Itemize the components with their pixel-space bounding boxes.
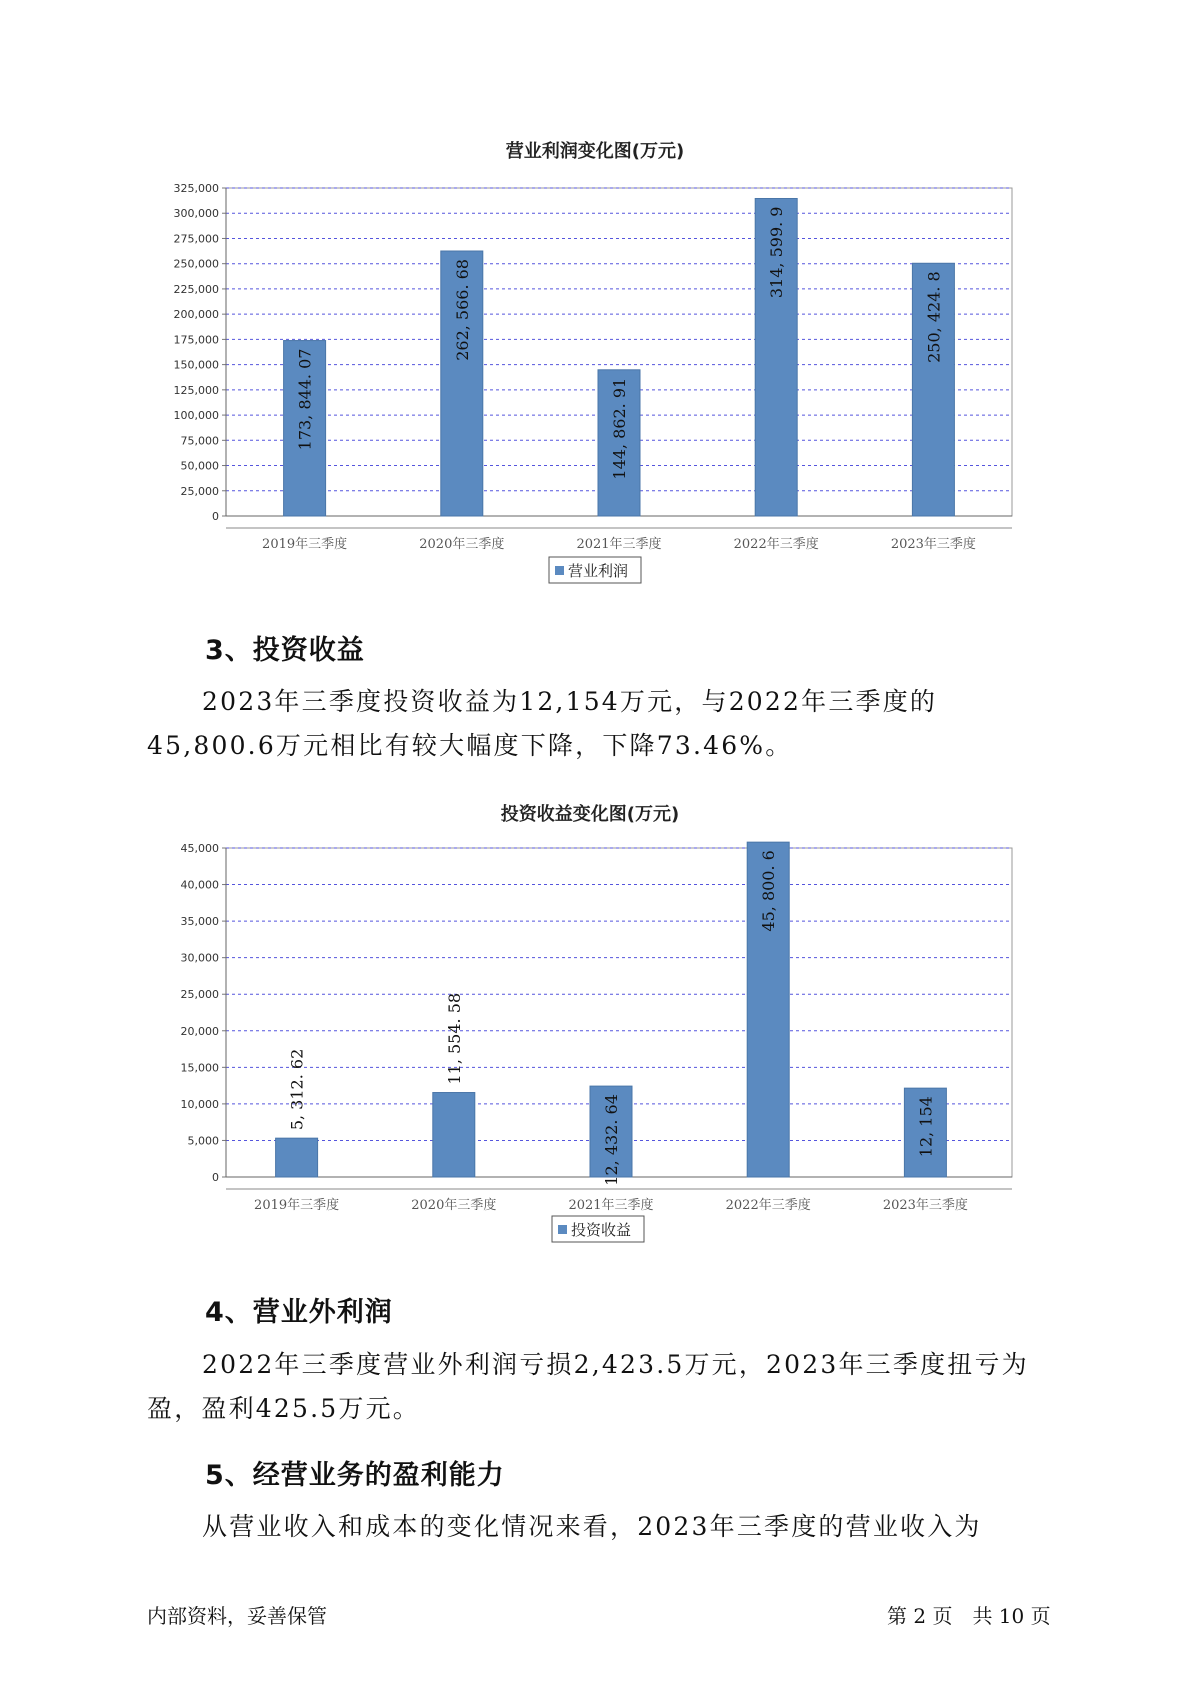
y-tick-label: 250,000 — [173, 257, 219, 271]
y-tick-label: 150,000 — [173, 358, 219, 372]
x-tick-label: 2023年三季度 — [890, 537, 976, 552]
x-tick-label: 2020年三季度 — [411, 1198, 497, 1213]
legend-swatch — [555, 566, 564, 575]
data-label: 11, 554. 58 — [444, 992, 464, 1085]
x-tick-label: 2020年三季度 — [419, 537, 505, 552]
bar-2020年三季度 — [433, 1093, 475, 1177]
x-tick-label: 2019年三季度 — [254, 1198, 340, 1213]
y-tick-label: 50,000 — [180, 459, 219, 473]
y-tick-label: 25,000 — [180, 988, 219, 1002]
footer-confidential-note: 内部资料，妥善保管 — [147, 1604, 327, 1628]
y-tick-label: 15,000 — [180, 1061, 219, 1075]
y-tick-label: 325,000 — [173, 182, 219, 195]
data-label: 5, 312. 62 — [287, 1048, 307, 1131]
legend-label: 营业利润 — [568, 562, 629, 580]
x-tick-label: 2021年三季度 — [568, 1198, 654, 1213]
x-tick-label: 2023年三季度 — [882, 1198, 968, 1213]
x-tick-label: 2022年三季度 — [733, 537, 819, 552]
legend-swatch — [558, 1225, 567, 1234]
y-tick-label: 0 — [212, 1171, 219, 1184]
data-label: 262, 566. 68 — [452, 259, 472, 361]
operating-profit-chart — [0, 130, 1191, 600]
data-label: 173, 844. 07 — [295, 348, 315, 451]
y-tick-label: 100,000 — [173, 409, 219, 423]
y-tick-label: 0 — [212, 510, 219, 523]
data-label: 314, 599. 9 — [767, 206, 787, 299]
chart-title: 营业利润变化图(万元) — [505, 141, 685, 162]
paragraph-investment-income: 2023年三季度投资收益为12,154万元，与2022年三季度的45,800.6万元相比有较大幅度下降，下降73.46%。 — [147, 687, 938, 760]
y-tick-label: 75,000 — [180, 434, 219, 448]
legend-label: 投资收益 — [571, 1221, 632, 1239]
y-tick-label: 225,000 — [173, 282, 219, 296]
section-title-investment-income: 3、投资收益 — [205, 635, 365, 666]
y-tick-label: 25,000 — [180, 484, 219, 498]
y-tick-label: 125,000 — [173, 383, 219, 397]
y-tick-label: 20,000 — [180, 1024, 219, 1038]
section-title-non-operating-profit: 4、营业外利润 — [205, 1297, 393, 1328]
y-tick-label: 40,000 — [180, 878, 219, 892]
paragraph-non-operating-profit: 2022年三季度营业外利润亏损2,423.5万元，2023年三季度扭亏为盈，盈利425.5万元。 — [147, 1350, 1029, 1423]
chart-title: 投资收益变化图(万元) — [500, 804, 680, 825]
footer-page-number: 第 2 页 共 10 页 — [887, 1604, 1051, 1628]
y-tick-label: 45,000 — [180, 842, 219, 855]
y-tick-label: 200,000 — [173, 308, 219, 322]
x-tick-label: 2022年三季度 — [725, 1198, 811, 1213]
y-tick-label: 300,000 — [173, 207, 219, 221]
data-label: 12, 432. 64 — [602, 1094, 621, 1186]
legend — [549, 557, 641, 583]
y-tick-label: 5,000 — [187, 1134, 219, 1148]
y-tick-label: 35,000 — [180, 915, 219, 929]
legend — [552, 1216, 644, 1242]
data-label: 12, 154 — [916, 1096, 936, 1158]
data-label: 144, 862. 91 — [610, 377, 629, 480]
data-label: 250, 424. 8 — [924, 271, 944, 363]
x-tick-label: 2021年三季度 — [576, 537, 662, 552]
bar-2019年三季度 — [276, 1138, 318, 1177]
operating-profit-chart-svg — [0, 130, 1191, 600]
y-tick-label: 275,000 — [173, 232, 219, 246]
investment-income-chart — [0, 792, 1191, 1262]
y-tick-label: 30,000 — [180, 951, 219, 965]
paragraph-profitability: 从营业收入和成本的变化情况来看，2023年三季度的营业收入为 — [202, 1512, 982, 1541]
y-tick-label: 10,000 — [180, 1097, 219, 1111]
section-title-profitability: 5、经营业务的盈利能力 — [205, 1460, 505, 1491]
x-tick-label: 2019年三季度 — [262, 537, 348, 552]
y-tick-label: 175,000 — [173, 333, 219, 347]
investment-income-chart-svg — [0, 792, 1191, 1262]
data-label: 45, 800. 6 — [759, 850, 779, 932]
